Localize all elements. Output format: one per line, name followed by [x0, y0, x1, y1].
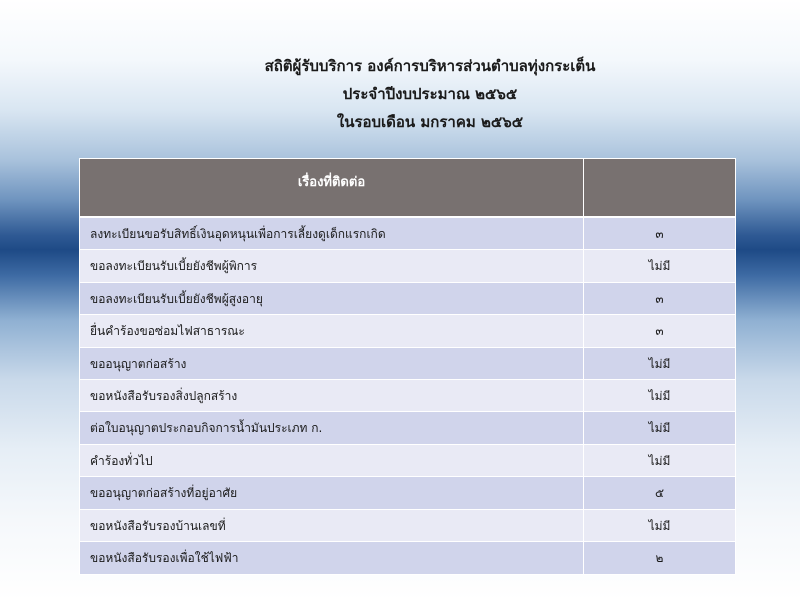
- title-line-2: ประจำปีงบประมาณ ๒๕๖๕: [342, 85, 518, 103]
- row-count: ไม่มี: [648, 421, 671, 436]
- table-row: [80, 283, 735, 315]
- row-topic: ขออนุญาตก่อสร้างที่อยู่อาศัย: [80, 477, 584, 508]
- header-topic: เรื่องที่ติดต่อ: [80, 159, 584, 216]
- row-count: ไม่มี: [648, 259, 671, 274]
- row-topic: ขอหนังสือรับรองสิ่งปลูกสร้าง: [80, 380, 584, 411]
- table-row: [80, 380, 735, 412]
- row-count: ๕: [654, 486, 665, 501]
- table-row: [80, 348, 735, 380]
- row-count: ๒: [655, 550, 664, 565]
- row-count: ๓: [655, 291, 664, 306]
- row-count: ๓: [655, 227, 664, 241]
- row-topic: ขอลงทะเบียนรับเบี้ยยังชีพผู้พิการ: [80, 250, 584, 281]
- table-row: [80, 445, 735, 477]
- table-header: [80, 159, 735, 218]
- row-count: ไม่มี: [648, 453, 671, 468]
- table-row: [80, 315, 735, 347]
- table-row: [80, 542, 735, 574]
- row-topic: ขออนุญาตก่อสร้าง: [80, 348, 584, 379]
- row-topic: ยื่นคำร้องขอซ่อมไฟสาธารณะ: [80, 315, 584, 346]
- row-topic: ขอลงทะเบียนรับเบี้ยยังชีพผู้สูงอายุ: [80, 283, 584, 314]
- row-topic: ขอหนังสือรับรองบ้านเลขที่: [80, 510, 584, 541]
- table-row: [80, 218, 735, 250]
- row-count: ไม่มี: [648, 356, 671, 371]
- table-row: [80, 250, 735, 282]
- table-row: [80, 510, 735, 542]
- title-line-1: สถิติผู้รับบริการ องค์การบริหารส่วนตำบลทุ่งกระเต็น: [264, 57, 596, 75]
- statistics-table: [79, 158, 736, 575]
- title-line-3: ในรอบเดือน มกราคม ๒๕๖๕: [336, 113, 524, 131]
- row-count: ๓: [655, 324, 664, 339]
- table-row: [80, 412, 735, 444]
- row-count: ไม่มี: [648, 388, 671, 403]
- table-row: [80, 477, 735, 509]
- row-topic: ขอหนังสือรับรองเพื่อใช้ไฟฟ้า: [80, 542, 584, 574]
- title-block: [0, 52, 800, 136]
- header-count: [584, 159, 735, 216]
- row-topic: คำร้องทั่วไป: [80, 445, 584, 476]
- row-count: ไม่มี: [648, 518, 671, 533]
- row-topic: ต่อใบอนุญาตประกอบกิจการน้ำมันประเภท ก.: [80, 412, 584, 443]
- row-topic: ลงทะเบียนขอรับสิทธิ์เงินอุดหนุนเพื่อการเลี้ยงดูเด็กแรกเกิด: [80, 218, 584, 249]
